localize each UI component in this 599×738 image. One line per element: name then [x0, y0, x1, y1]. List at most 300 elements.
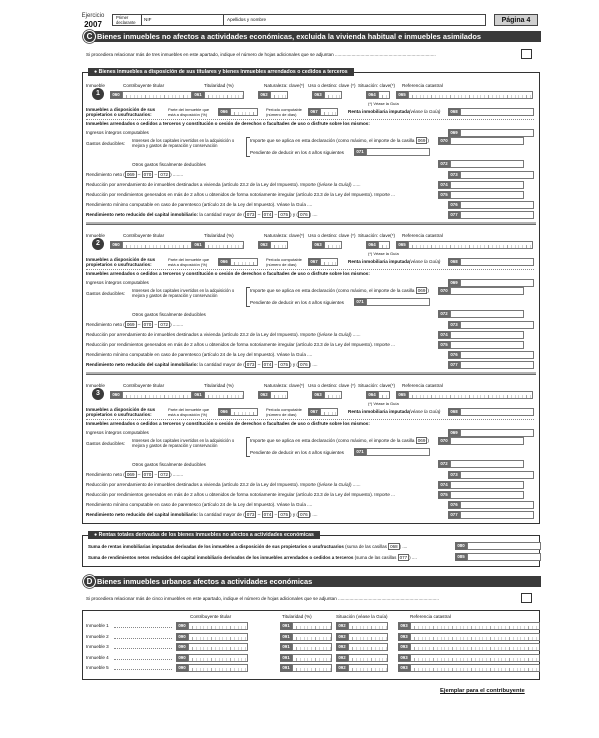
gastos-label: Gastos deducibles:	[86, 441, 126, 446]
form-header	[80, 13, 540, 29]
vease-guia-note: (*) Véase la Guía	[368, 401, 399, 406]
rendimiento-minimo-label: Rendimiento mínimo computable en caso de parentesco (artículo 24 de la Ley del Impuesto). Véase la Guía ....	[86, 352, 313, 357]
inmueble-d-leader	[114, 638, 172, 639]
section-d-title: Bienes inmuebles urbanos afectos a actividades económicas	[92, 576, 541, 587]
d-field-c1[interactable]	[188, 622, 248, 630]
disposicion-label: Inmuebles a disposición de sus propietarios o usufructuarios:	[86, 257, 156, 268]
col-contribuyente: Contribuyente titular	[123, 383, 165, 388]
field-063[interactable]	[324, 241, 342, 249]
code-077: 077	[448, 361, 460, 369]
code-077: 077	[448, 511, 460, 519]
intereses-label: Intereses de los capitales invertidos en la adquisición o mejora y gastos de reparación y conservación	[132, 288, 235, 298]
code-073: 073	[448, 471, 460, 479]
code-072: 072	[438, 310, 450, 318]
reduccion-irregular-label: Reducción por rendimientos generados en más de 2 años u obtenidos de forma notoriamente irregular (artículo 23.3 de la Ley del Impuesto). Importe ...	[86, 192, 395, 197]
d-code-c1: 090	[176, 633, 188, 641]
code-062: 062	[258, 91, 270, 99]
field-060[interactable]	[122, 91, 192, 99]
code-067: 067	[308, 408, 320, 416]
field-060[interactable]	[122, 391, 192, 399]
code-076: 076	[448, 201, 460, 209]
parte-label: Parte del inmueble que está a disposición (%)	[168, 107, 210, 117]
periodo-label: Período computable (número de días)	[266, 407, 302, 417]
code-069: 069	[448, 129, 460, 137]
d-code-c4: 093	[398, 622, 410, 630]
code-064: 064	[366, 241, 378, 249]
d-field-c1[interactable]	[188, 633, 248, 641]
importe-aplica-label	[250, 288, 429, 293]
suma-rendimientos-label: Suma de rendimientos netos reducidos del capital inmobiliario derivados de los inmuebles arrendados o cedidos a terceros (suma de las casillas 077 ) ....	[88, 555, 417, 560]
cantidad-mayor-text: la cantidad mayor de	[199, 362, 242, 367]
formula-ref: 074	[263, 512, 272, 517]
inmueble-d-leader	[114, 669, 172, 670]
declarante-box	[112, 14, 486, 26]
code-062: 062	[258, 241, 270, 249]
parte-label: Parte del inmueble que está a disposición (%)	[168, 407, 210, 417]
code-070: 070	[438, 137, 450, 145]
d-field-c1[interactable]	[188, 664, 248, 672]
field-072[interactable]	[450, 160, 524, 168]
importe-aplica-text: Importe que se aplica en esta declaración (como máximo, el importe de la casilla	[250, 138, 415, 143]
tot-field-080[interactable]	[467, 542, 541, 550]
field-063[interactable]	[324, 91, 342, 99]
field-075[interactable]	[450, 491, 524, 499]
col-contribuyente: Contribuyente titular	[123, 83, 165, 88]
col-naturaleza: Naturaleza: clave(*)	[264, 383, 305, 388]
rendimiento-reducido-text: Rendimiento neto reducido del capital inmobiliario:	[86, 362, 199, 367]
d-field-c1[interactable]	[188, 654, 248, 662]
section-d-sheets-box[interactable]	[521, 593, 532, 603]
d-field-c3[interactable]	[348, 622, 388, 630]
field-062[interactable]	[270, 391, 288, 399]
code-072: 072	[438, 160, 450, 168]
col-referencia: Referencia catastral	[402, 233, 443, 238]
parte-label: Parte del inmueble que está a disposición (%)	[168, 257, 210, 267]
suma-imputadas-label: Suma de rentas inmobiliarias imputadas derivadas de los inmuebles a disposición de sus propietarios o usufructuarios (suma de las casillas 068 ) ....	[88, 544, 408, 549]
field-074[interactable]	[450, 331, 524, 339]
code-063: 063	[312, 91, 324, 99]
code-075: 075	[438, 341, 450, 349]
inmueble-label: Inmueble	[86, 383, 105, 388]
block-separator	[86, 222, 536, 225]
totals-frame	[82, 535, 540, 567]
d-code-c2: 091	[280, 654, 292, 662]
d-code-c4: 093	[398, 654, 410, 662]
section-c-title: Bienes inmuebles no afectos a actividades económicas, excluida la vivienda habitual e inmuebles asimilados	[92, 31, 541, 42]
rendimiento-neto-text: Rendimiento neto	[86, 172, 123, 177]
section-c-subtitle: ● Bienes inmuebles a disposición de sus titulares y bienes inmuebles arrendados o cedidos a terceros	[88, 68, 354, 76]
col-titularidad: Titularidad (%)	[204, 233, 234, 238]
field-071[interactable]	[366, 298, 430, 306]
code-076: 076	[448, 501, 460, 509]
field-072[interactable]	[450, 310, 524, 318]
divider	[86, 419, 534, 420]
formula-ref: 070	[143, 472, 152, 477]
d-col-referencia: Referencia catastral	[410, 614, 451, 619]
d-field-c3[interactable]	[348, 654, 388, 662]
code-070: 070	[438, 287, 450, 295]
otros-gastos-label: Otros gastos fiscalmente deducibles	[132, 462, 206, 467]
code-075: 075	[438, 491, 450, 499]
disposicion-label: Inmuebles a disposición de sus propietarios o usufructuarios:	[86, 407, 156, 418]
field-066[interactable]	[230, 108, 258, 116]
reduccion-vivienda-label: Reducción por arrendamiento de inmuebles destinados a vivienda (artículo 23.2 de la Ley del Impuesto). Importe ((véase la Guía)) ......	[86, 332, 361, 337]
code-074: 074	[438, 331, 450, 339]
field-077[interactable]	[460, 211, 534, 219]
inmueble-d-row	[86, 632, 538, 642]
renta-imputada-guia: (véase la Guía)	[409, 409, 441, 414]
d-field-c4[interactable]	[410, 643, 540, 651]
code-061: 061	[192, 241, 204, 249]
d-field-c1[interactable]	[188, 643, 248, 651]
ingresos-label: Ingresos íntegros computables	[86, 430, 149, 435]
field-062[interactable]	[270, 241, 288, 249]
arrendados-label: Inmuebles arrendados o cedidos a terceros y constitución o cesión de derechos o facultades de uso o disfrute sobre los mismos:	[86, 271, 370, 276]
field-076[interactable]	[460, 351, 534, 359]
formula-ref: 074	[263, 362, 272, 367]
d-field-c3[interactable]	[348, 664, 388, 672]
rendimiento-neto-label: Rendimiento neto ( 069 – 070 – 072 ) ........	[86, 172, 184, 177]
section-d-letter: D	[83, 575, 96, 588]
rendimiento-reducido-text: Rendimiento neto reducido del capital inmobiliario:	[86, 212, 199, 217]
gastos-label: Gastos deducibles:	[86, 291, 126, 296]
rendimiento-minimo-text: Rendimiento mínimo computable en caso de parentesco (artículo 24 de la Ley del Impuesto).	[86, 502, 276, 507]
d-col-situacion: Situación (véase la Guía)	[336, 614, 388, 619]
renta-imputada-label: Renta inmobiliaria imputada	[348, 259, 410, 264]
inmueble-d-label: Inmueble 5	[86, 665, 109, 670]
field-070[interactable]	[450, 287, 524, 295]
inmueble-d-row	[86, 642, 538, 652]
code-068: 068	[448, 408, 460, 416]
reduccion-irregular-label: Reducción por rendimientos generados en más de 2 años u obtenidos de forma notoriamente irregular (artículo 23.3 de la Ley del Impuesto). Importe ...	[86, 492, 395, 497]
formula-ref: 069	[126, 172, 135, 177]
inmueble-d-label: Inmueble 2	[86, 633, 109, 639]
inmueble-d-row	[86, 663, 538, 673]
rendimiento-neto-text: Rendimiento neto	[86, 322, 123, 327]
field-069[interactable]	[460, 129, 534, 137]
field-068[interactable]	[460, 258, 534, 266]
d-field-c4[interactable]	[410, 654, 540, 662]
periodo-label: Período computable (número de días)	[266, 107, 302, 117]
col-naturaleza: Naturaleza: clave(*)	[264, 233, 305, 238]
otros-gastos-label: Otros gastos fiscalmente deducibles	[132, 312, 206, 317]
suma-imputadas-tail: (suma de las casillas	[345, 544, 387, 549]
ingresos-label: Ingresos íntegros computables	[86, 280, 149, 285]
field-066[interactable]	[230, 258, 258, 266]
d-code-c3: 092	[336, 654, 348, 662]
inmueble-block	[86, 228, 534, 376]
reduccion-vivienda-text: Reducción por arrendamiento de inmuebles destinados a vivienda (artículo 23.2 de la Ley del Impuesto). Importe	[86, 332, 316, 337]
col-referencia: Referencia catastral	[402, 83, 443, 88]
field-063[interactable]	[324, 391, 342, 399]
pendiente-label: Pendiente de deducir en los 4 años siguientes	[250, 150, 344, 155]
section-c-note: Si procediera relacionar más de tres inmuebles en este apartado, indique el número de hojas adicionales que se adjuntan ...............................................................................	[86, 52, 436, 57]
otros-gastos-label: Otros gastos fiscalmente deducibles	[132, 162, 206, 167]
field-060[interactable]	[122, 241, 192, 249]
inmueble-number: 1	[92, 88, 104, 100]
d-field-c2[interactable]	[292, 654, 332, 662]
page-number: Página 4	[494, 14, 538, 26]
field-067[interactable]	[320, 108, 338, 116]
code-074: 074	[438, 481, 450, 489]
apellidos-field[interactable]	[223, 15, 485, 26]
field-064[interactable]	[378, 91, 390, 99]
formula-ref: 073	[246, 512, 255, 517]
rendimiento-minimo-label: Rendimiento mínimo computable en caso de parentesco (artículo 24 de la Ley del Impuesto). Véase la Guía ....	[86, 202, 313, 207]
rendimiento-minimo-text: Rendimiento mínimo computable en caso de parentesco (artículo 24 de la Ley del Impuesto).	[86, 202, 276, 207]
field-062[interactable]	[270, 91, 288, 99]
code-060: 060	[110, 241, 122, 249]
code-062: 062	[258, 391, 270, 399]
rendimiento-neto-label: Rendimiento neto ( 069 – 070 – 072 ) ........	[86, 472, 184, 477]
suma-imputadas-ref: 068	[390, 544, 398, 549]
d-field-c4[interactable]	[410, 664, 540, 672]
field-071[interactable]	[366, 448, 430, 456]
reduccion-vivienda-label: Reducción por arrendamiento de inmuebles destinados a vivienda (artículo 23.2 de la Ley del Impuesto). Importe ((véase la Guía)) ......	[86, 182, 361, 187]
field-066[interactable]	[230, 408, 258, 416]
formula-ref: 075	[280, 512, 289, 517]
field-073[interactable]	[460, 171, 534, 179]
field-067[interactable]	[320, 408, 338, 416]
inmueble-d-label: Inmueble 3	[86, 644, 109, 649]
d-code-c2: 091	[280, 633, 292, 641]
d-field-c2[interactable]	[292, 664, 332, 672]
code-071: 071	[354, 148, 366, 156]
arrendados-label: Inmuebles arrendados o cedidos a terceros y constitución o cesión de derechos o facultades de uso o disfrute sobre los mismos:	[86, 421, 370, 426]
vease-guia-note: (*) Véase la Guía	[368, 251, 399, 256]
vease-guia: (véase la Guía)	[318, 332, 351, 337]
rendimiento-minimo-text: Rendimiento mínimo computable en caso de parentesco (artículo 24 de la Ley del Impuesto).	[86, 352, 276, 357]
field-071[interactable]	[366, 148, 430, 156]
d-field-c2[interactable]	[292, 633, 332, 641]
formula-ref: 072	[160, 322, 169, 327]
field-064[interactable]	[378, 391, 390, 399]
formula-ref: 069	[126, 472, 135, 477]
vease-guia-note: (*) Véase la Guía	[368, 101, 399, 106]
reduccion-irregular-text: Reducción por rendimientos generados en más de 2 años u obtenidos de forma notoriamente irregular (artículo 23.3 de la Ley del Impuesto). Importe	[86, 192, 390, 197]
inmueble-d-label: Inmueble 4	[86, 654, 109, 660]
inmueble-label: Inmueble	[86, 233, 105, 238]
code-061: 061	[192, 391, 204, 399]
apellidos-label: Apellidos y nombre	[227, 17, 267, 22]
field-077[interactable]	[460, 511, 534, 519]
field-068[interactable]	[460, 408, 534, 416]
col-naturaleza: Naturaleza: clave(*)	[264, 83, 305, 88]
formula-ref: 073	[246, 212, 255, 217]
field-070[interactable]	[450, 137, 524, 145]
pendiente-label: Pendiente de deducir en los 4 años siguientes	[250, 300, 344, 305]
formula-ref: 076	[299, 212, 308, 217]
pendiente-label: Pendiente de deducir en los 4 años siguientes	[250, 450, 344, 455]
field-069[interactable]	[460, 279, 534, 287]
code-064: 064	[366, 91, 378, 99]
field-067[interactable]	[320, 258, 338, 266]
formula-ref: 070	[143, 172, 152, 177]
footer-ejemplar: Ejemplar para el contribuyente	[440, 688, 525, 694]
code-063: 063	[312, 241, 324, 249]
importe-aplica-text: Importe que se aplica en esta declaración (como máximo, el importe de la casilla	[250, 288, 415, 293]
field-074[interactable]	[450, 181, 524, 189]
cantidad-mayor-text: la cantidad mayor de	[199, 512, 242, 517]
rendimiento-minimo-label: Rendimiento mínimo computable en caso de parentesco (artículo 24 de la Ley del Impuesto). Véase la Guía ....	[86, 502, 313, 507]
d-code-c2: 091	[280, 643, 292, 651]
field-077[interactable]	[460, 361, 534, 369]
field-069[interactable]	[460, 429, 534, 437]
code-061: 061	[192, 91, 204, 99]
col-uso: Uso o destino: clave (*)	[308, 233, 356, 238]
inmueble-label: Inmueble	[86, 83, 105, 88]
code-066: 066	[218, 108, 230, 116]
d-field-c3[interactable]	[348, 643, 388, 651]
vease-guia: (véase la Guía)	[318, 182, 351, 187]
d-code-c1: 090	[176, 654, 188, 662]
code-072: 072	[438, 460, 450, 468]
divider	[86, 119, 534, 120]
col-situacion: Situación: clave(*)	[358, 83, 396, 88]
nif-field[interactable]	[141, 15, 221, 26]
inmueble-block	[86, 78, 534, 226]
code-070: 070	[438, 437, 450, 445]
section-c-sheets-box[interactable]	[521, 49, 532, 59]
periodo-label: Período computable (número de días)	[266, 257, 302, 267]
rendimiento-reducido-label: Rendimiento neto reducido del capital inmobiliario: la cantidad mayor de ( 073 – 074 – 075 ) y ( 076 ) ....	[86, 212, 318, 217]
intereses-label: Intereses de los capitales invertidos en la adquisición o mejora y gastos de reparación y conservación	[132, 138, 235, 148]
inmueble-d-leader	[114, 648, 172, 649]
code-067: 067	[308, 108, 320, 116]
d-code-c4: 093	[398, 643, 410, 651]
code-060: 060	[110, 91, 122, 99]
field-074[interactable]	[450, 481, 524, 489]
inmueble-block	[86, 378, 534, 526]
col-situacion: Situación: clave(*)	[358, 233, 396, 238]
rendimiento-reducido-label: Rendimiento neto reducido del capital inmobiliario: la cantidad mayor de ( 073 – 074 – 075 ) y ( 076 ) ....	[86, 362, 318, 367]
ingresos-label: Ingresos íntegros computables	[86, 130, 149, 135]
field-065[interactable]	[408, 241, 533, 249]
code-073: 073	[448, 321, 460, 329]
d-code-c2: 091	[280, 622, 292, 630]
code-065: 065	[396, 241, 408, 249]
field-061[interactable]	[204, 91, 244, 99]
vease-guia: (véase la Guía)	[318, 482, 351, 487]
field-061[interactable]	[204, 391, 244, 399]
formula-ref: 075	[280, 362, 289, 367]
col-referencia: Referencia catastral	[402, 383, 443, 388]
reduccion-vivienda-label: Reducción por arrendamiento de inmuebles destinados a vivienda (artículo 23.2 de la Ley del Impuesto). Importe ((véase la Guía)) ......	[86, 482, 361, 487]
d-field-c4[interactable]	[410, 633, 540, 641]
suma-rendimientos-ref: 077	[399, 555, 408, 560]
formula-ref: 073	[246, 362, 255, 367]
formula-ref: 070	[143, 322, 152, 327]
totals-title-text: Rentas totales derivadas de los bienes inmuebles no afectos a actividades económicas	[98, 532, 314, 538]
renta-imputada-label: Renta inmobiliaria imputada	[348, 409, 410, 414]
renta-imputada-guia: (véase la Guía)	[409, 259, 441, 264]
rendimiento-neto-text: Rendimiento neto	[86, 472, 123, 477]
formula-ref: 075	[280, 212, 289, 217]
suma-rendimientos-text: Suma de rendimientos netos reducidos del capital inmobiliario derivados de los inmuebles arrendados o cedidos a terceros	[88, 555, 354, 560]
d-field-c3[interactable]	[348, 633, 388, 641]
block-separator	[86, 372, 536, 375]
field-065[interactable]	[408, 391, 533, 399]
field-073[interactable]	[460, 321, 534, 329]
suma-rendimientos-tail: (suma de las casillas	[354, 555, 397, 560]
field-075[interactable]	[450, 341, 524, 349]
importe-aplica-text: Importe que se aplica en esta declaración (como máximo, el importe de la casilla	[250, 438, 415, 443]
totals-title: ● Rentas totales derivadas de los bienes inmuebles no afectos a actividades económicas	[88, 531, 320, 539]
d-field-c4[interactable]	[410, 622, 540, 630]
code-068: 068	[448, 258, 460, 266]
inmueble-d-row	[86, 653, 538, 663]
section-c-subtitle-text: Bienes inmuebles a disposición de sus titulares y bienes inmuebles arrendados o cedidos a terceros	[98, 69, 348, 75]
code-075: 075	[438, 191, 450, 199]
intereses-label: Intereses de los capitales invertidos en la adquisición o mejora y gastos de reparación y conservación	[132, 438, 235, 448]
code-067: 067	[308, 258, 320, 266]
importe-aplica-end: )	[427, 438, 429, 443]
field-072[interactable]	[450, 460, 524, 468]
field-065[interactable]	[408, 91, 533, 99]
importe-aplica-end: )	[427, 138, 429, 143]
renta-imputada-label: Renta inmobiliaria imputada	[348, 109, 410, 114]
field-064[interactable]	[378, 241, 390, 249]
section-c-letter: C	[83, 30, 96, 43]
field-070[interactable]	[450, 437, 524, 445]
field-061[interactable]	[204, 241, 244, 249]
field-073[interactable]	[460, 471, 534, 479]
inmueble-number: 2	[92, 238, 104, 250]
tot-code-085: 085	[455, 553, 467, 561]
suma-imputadas-text: Suma de rentas inmobiliarias imputadas derivadas de los inmuebles a disposición de sus propietarios o usufructuarios	[88, 544, 344, 549]
d-col-titularidad: Titularidad (%)	[282, 614, 312, 619]
importe-aplica-end: )	[427, 288, 429, 293]
d-code-c3: 092	[336, 633, 348, 641]
field-075[interactable]	[450, 191, 524, 199]
code-068: 068	[448, 108, 460, 116]
d-field-c2[interactable]	[292, 622, 332, 630]
code-060: 060	[110, 391, 122, 399]
inmuebles-container	[86, 78, 538, 524]
code-063: 063	[312, 391, 324, 399]
inmueble-d-leader	[114, 627, 172, 628]
code-073: 073	[448, 171, 460, 179]
d-col-contribuyente: Contribuyente titular	[190, 614, 232, 619]
d-code-c1: 090	[176, 622, 188, 630]
declarante-label: Primer declarante	[116, 15, 136, 25]
field-076[interactable]	[460, 501, 534, 509]
d-field-c2[interactable]	[292, 643, 332, 651]
nif-label: NIF	[144, 17, 152, 22]
code-065: 065	[396, 91, 408, 99]
code-076: 076	[448, 351, 460, 359]
formula-ref: 072	[160, 172, 169, 177]
d-code-c3: 092	[336, 664, 348, 672]
d-code-c1: 090	[176, 664, 188, 672]
reduccion-vivienda-text: Reducción por arrendamiento de inmuebles destinados a vivienda (artículo 23.2 de la Ley del Impuesto). Importe	[86, 482, 316, 487]
importe-aplica-ref: 069	[417, 138, 426, 143]
reduccion-irregular-text: Reducción por rendimientos generados en más de 2 años u obtenidos de forma notoriamente irregular (artículo 23.3 de la Ley del Impuesto). Importe	[86, 342, 390, 347]
code-069: 069	[448, 279, 460, 287]
field-068[interactable]	[460, 108, 534, 116]
tot-field-085[interactable]	[467, 553, 541, 561]
reduccion-irregular-text: Reducción por rendimientos generados en más de 2 años u obtenidos de forma notoriamente irregular (artículo 23.3 de la Ley del Impuesto). Importe	[86, 492, 390, 497]
formula-ref: 076	[299, 512, 308, 517]
col-titularidad: Titularidad (%)	[204, 383, 234, 388]
col-uso: Uso o destino: clave (*)	[308, 383, 356, 388]
inmueble-d-label: Inmueble 1	[86, 623, 109, 628]
d-code-c3: 092	[336, 643, 348, 651]
reduccion-irregular-label: Reducción por rendimientos generados en más de 2 años u obtenidos de forma notoriamente irregular (artículo 23.3 de la Ley del Impuesto). Importe ...	[86, 342, 395, 347]
importe-aplica-label	[250, 438, 429, 443]
col-uso: Uso o destino: clave (*)	[308, 83, 356, 88]
field-076[interactable]	[460, 201, 534, 209]
